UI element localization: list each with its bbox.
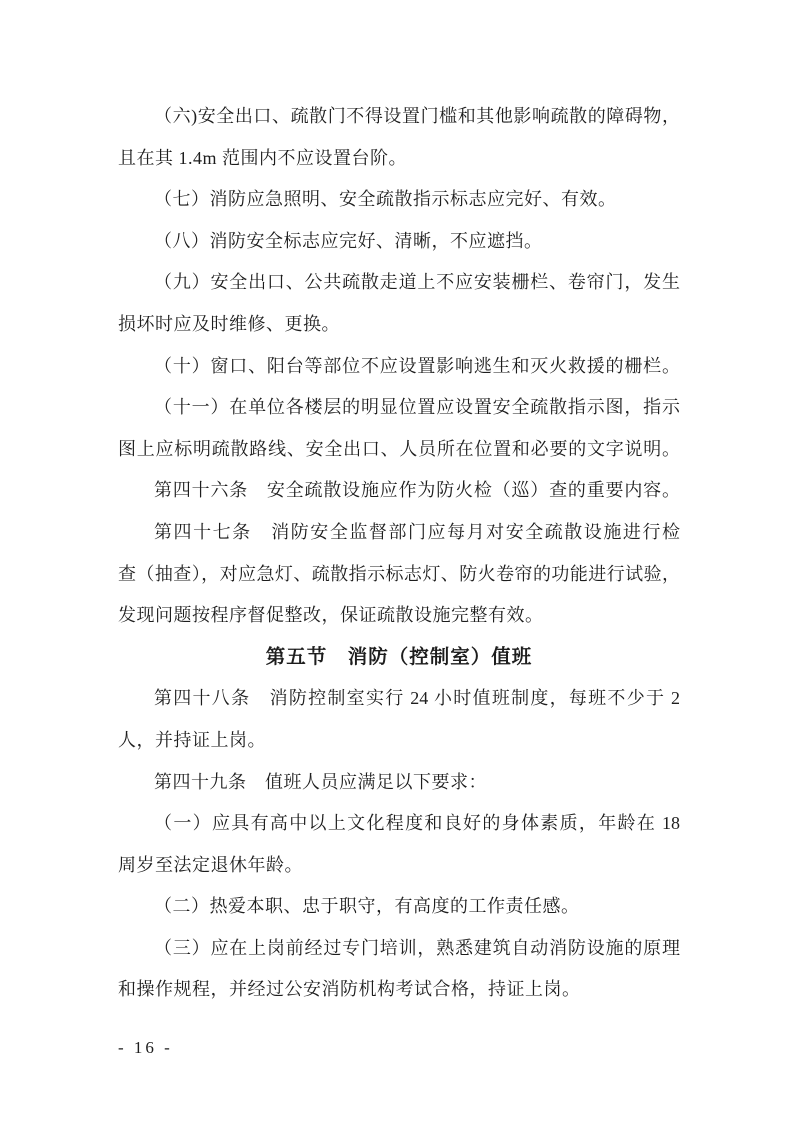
text-line: 人，并持证上岗。 <box>118 729 266 750</box>
text-line: （十）窗口、阳台等部位不应设置影响逃生和灭火救援的栅栏。 <box>154 355 680 376</box>
text-line: （七）消防应急照明、安全疏散指示标志应完好、有效。 <box>154 189 617 210</box>
document-body <box>118 96 680 1011</box>
text-line: 第四十九条 值班人员应满足以下要求： <box>154 771 487 792</box>
text-line: 周岁至法定退休年龄。 <box>118 854 303 875</box>
text-line: （六)安全出口、疏散门不得设置门槛和其他影响疏散的障碍物， <box>154 106 680 126</box>
text-line: 图上应标明疏散路线、安全出口、人员所在位置和必要的文字说明。 <box>118 438 680 459</box>
text-line: 损坏时应及时维修、更换。 <box>118 313 340 334</box>
section-heading: 第五节 消防（控制室）值班 <box>265 645 533 668</box>
text-line: （一）应具有高中以上文化程度和良好的身体素质，年龄在 18 <box>154 813 680 834</box>
text-line: 且在其 1.4m 范围内不应设置台阶。 <box>118 147 407 168</box>
text-line: （八）消防安全标志应完好、清晰，不应遮挡。 <box>154 230 543 251</box>
text-line: 查（抽查），对应急灯、疏散指示标志灯、防火卷帘的功能进行试验， <box>118 563 680 584</box>
text-line: （十一）在单位各楼层的明显位置应设置安全疏散指示图，指示 <box>154 397 680 418</box>
page-number: - 16 - <box>118 1038 173 1057</box>
text-line: 第四十八条 消防控制室实行 24 小时值班制度，每班不少于 2 <box>154 688 680 709</box>
text-line: 发现问题按程序督促整改，保证疏散设施完整有效。 <box>118 605 544 626</box>
text-line: 和操作规程，并经过公安消防机构考试合格，持证上岗。 <box>118 979 581 1000</box>
text-line: （九）安全出口、公共疏散走道上不应安装栅栏、卷帘门，发生 <box>154 272 680 293</box>
text-line: 第四十六条 安全疏散设施应作为防火检（巡）查的重要内容。 <box>154 480 680 501</box>
text-line: 第四十七条 消防安全监督部门应每月对安全疏散设施进行检 <box>154 521 680 542</box>
text-line: （三）应在上岗前经过专门培训，熟悉建筑自动消防设施的原理 <box>154 937 680 958</box>
text-line: （二）热爱本职、忠于职守，有高度的工作责任感。 <box>154 896 580 917</box>
